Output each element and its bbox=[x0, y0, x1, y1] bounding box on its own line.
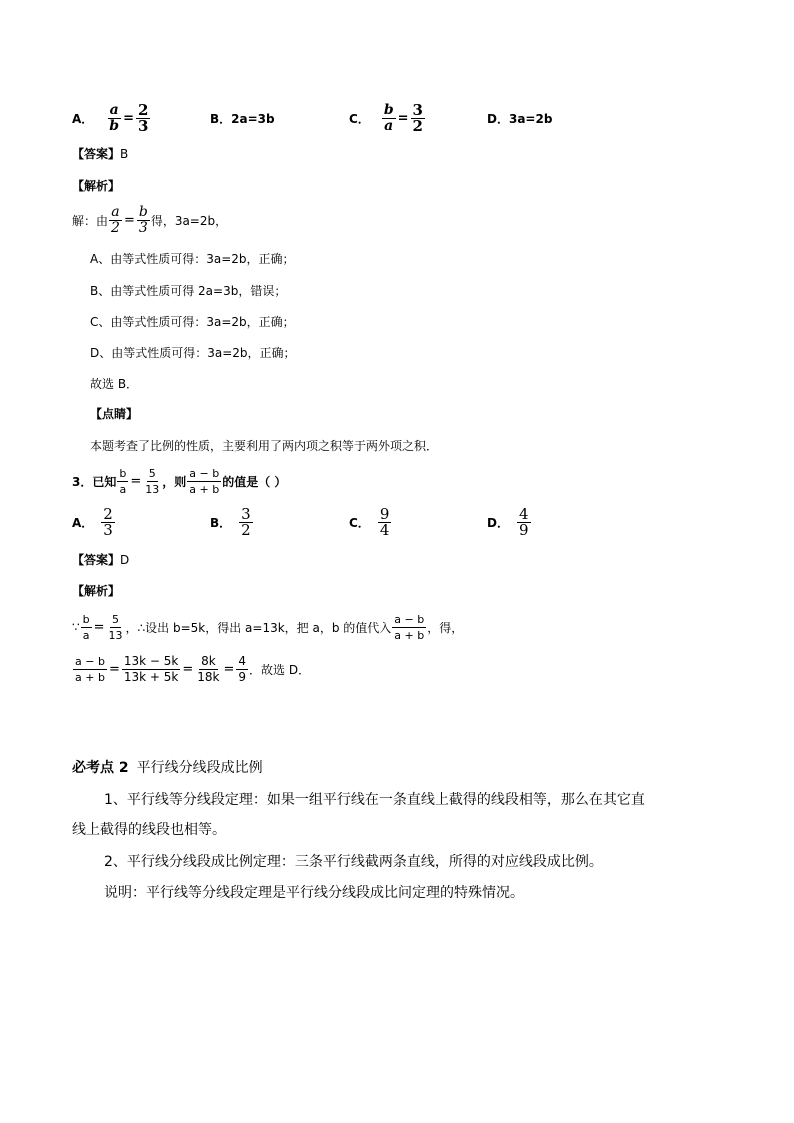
fraction bbox=[107, 103, 121, 134]
numerator: 5 bbox=[148, 466, 156, 480]
numerator: 2 bbox=[138, 100, 149, 119]
answer-label: 【答案】 bbox=[72, 147, 121, 161]
denominator: a + b bbox=[394, 628, 425, 642]
fraction bbox=[392, 612, 426, 643]
q2-option-b bbox=[210, 110, 275, 127]
equals-sign: = bbox=[130, 473, 142, 489]
section-title bbox=[72, 758, 263, 778]
numerator: b bbox=[119, 466, 127, 480]
option-label: B． bbox=[210, 515, 232, 530]
option-label: A． bbox=[72, 111, 94, 126]
q3-analysis-label: 【解析】 bbox=[72, 584, 121, 598]
q2-comment-text: 本题考查了比例的性质，主要利用了两内项之积等于两外项之积． bbox=[90, 439, 439, 453]
fraction bbox=[187, 466, 221, 497]
denominator: 3 bbox=[138, 116, 149, 135]
numerator: 9 bbox=[379, 504, 390, 523]
stem-prefix: 3．已知 bbox=[72, 474, 117, 489]
paragraph-1-line-1: 1、平行线等分线段定理：如果一组平行线在一条直线上截得的线段相等，那么在其它直 bbox=[104, 792, 645, 808]
fraction bbox=[137, 205, 150, 236]
option-label: A． bbox=[72, 515, 94, 530]
equals-sign: = bbox=[108, 661, 120, 677]
numerator: a − b bbox=[394, 612, 425, 626]
q2-analysis-label: 【解析】 bbox=[72, 179, 121, 193]
denominator: 2 bbox=[241, 520, 251, 539]
option-label: D． bbox=[487, 515, 509, 530]
fraction bbox=[517, 504, 531, 539]
q2-step-d: D、由等式性质可得：3a=2b，正确； bbox=[90, 346, 296, 360]
paragraph-1-line-2: 线上截得的线段也相等。 bbox=[72, 822, 226, 838]
equals-sign: = bbox=[397, 110, 409, 126]
solution-suffix: ．故选 D． bbox=[249, 662, 311, 677]
numerator: b bbox=[82, 612, 90, 626]
fraction bbox=[117, 466, 128, 497]
fraction bbox=[101, 504, 115, 539]
fraction bbox=[109, 205, 122, 236]
q3-option-d bbox=[487, 502, 532, 542]
equals-sign: = bbox=[123, 110, 134, 126]
equals-sign: = bbox=[123, 212, 135, 228]
section-heading: 平行线分线段成比例 bbox=[136, 760, 263, 776]
option-label: B． bbox=[210, 112, 232, 126]
q3-solution-line2 bbox=[72, 648, 310, 690]
q3-stem bbox=[72, 460, 286, 502]
fraction bbox=[73, 654, 107, 685]
numerator: 13k − 5k bbox=[123, 653, 179, 668]
numerator: 8k bbox=[201, 653, 216, 668]
fraction bbox=[239, 504, 253, 539]
option-label: C． bbox=[349, 515, 370, 530]
numerator: a bbox=[109, 101, 119, 118]
denominator: 13k + 5k bbox=[123, 669, 179, 684]
denominator: 3 bbox=[138, 219, 148, 236]
numerator: 2 bbox=[103, 504, 113, 523]
denominator: 4 bbox=[379, 520, 390, 539]
section-number: 必考点 2 bbox=[72, 760, 129, 776]
paragraph-2: 2、平行线分线段成比例定理：三条平行线截两条直线，所得的对应线段成比例。 bbox=[104, 854, 603, 870]
option-text: 3a=2b bbox=[508, 112, 553, 126]
fraction bbox=[107, 612, 125, 643]
q2-solution bbox=[72, 200, 227, 240]
numerator: 4 bbox=[518, 504, 529, 523]
denominator: 9 bbox=[238, 669, 247, 684]
equals-sign: = bbox=[182, 661, 194, 677]
paragraph-3: 说明：平行线等分线段定理是平行线分线段成比问定理的特殊情况。 bbox=[104, 885, 524, 901]
fraction bbox=[136, 100, 150, 135]
numerator: b bbox=[383, 101, 394, 118]
fraction bbox=[122, 654, 181, 685]
q2-option-c bbox=[349, 98, 426, 138]
solution-suffix: 得，3a=2b， bbox=[150, 213, 228, 228]
option-label: C． bbox=[349, 111, 370, 126]
q2-step-b: B、由等式性质可得 2a=3b，错误； bbox=[90, 284, 287, 298]
fraction bbox=[382, 103, 396, 134]
q2-step-c: C、由等式性质可得：3a=2b，正确； bbox=[90, 315, 295, 329]
denominator: a bbox=[119, 482, 127, 496]
option-text: 2a=3b bbox=[231, 112, 275, 126]
solution-text: ，∴设出 b=5k，得出 a=13k，把 a，b 的值代入 bbox=[125, 620, 392, 635]
numerator: 3 bbox=[241, 504, 251, 523]
q3-answer bbox=[72, 551, 129, 568]
fraction bbox=[81, 612, 92, 643]
denominator: a + b bbox=[189, 482, 220, 496]
numerator: b bbox=[138, 203, 148, 220]
q2-conclusion: 故选 B． bbox=[90, 377, 139, 391]
numerator: a − b bbox=[189, 466, 220, 480]
denominator: a + b bbox=[75, 670, 105, 684]
equals-sign: = bbox=[93, 619, 105, 635]
denominator: a bbox=[384, 117, 394, 134]
q2-answer bbox=[72, 145, 128, 162]
q2-option-a bbox=[72, 98, 151, 138]
numerator: a − b bbox=[75, 654, 105, 668]
fraction bbox=[236, 654, 248, 685]
denominator: b bbox=[109, 117, 120, 134]
numerator: a bbox=[111, 203, 120, 220]
solution-suffix: ，得， bbox=[427, 620, 464, 635]
denominator: 18k bbox=[197, 669, 220, 684]
denominator: a bbox=[82, 628, 90, 642]
fraction bbox=[143, 466, 161, 497]
q3-option-b bbox=[210, 502, 254, 542]
stem-suffix: 的值是（ ） bbox=[222, 474, 287, 489]
denominator: 13 bbox=[145, 482, 160, 496]
numerator: 3 bbox=[412, 100, 423, 119]
q2-comment-label: 【点睛】 bbox=[90, 407, 139, 421]
denominator: 9 bbox=[518, 520, 529, 539]
q3-solution-line1 bbox=[72, 606, 463, 648]
fraction bbox=[411, 100, 425, 135]
because-symbol: ∵ bbox=[72, 620, 80, 634]
stem-mid: ，则 bbox=[162, 474, 187, 489]
denominator: 3 bbox=[103, 520, 113, 539]
q3-option-a bbox=[72, 502, 116, 542]
q3-option-c bbox=[349, 502, 392, 542]
q2-step-a: A、由等式性质可得：3a=2b，正确； bbox=[90, 252, 295, 266]
denominator: 2 bbox=[111, 219, 120, 236]
answer-label: 【答案】 bbox=[72, 553, 121, 567]
fraction bbox=[378, 504, 392, 539]
solution-prefix: 解：由 bbox=[72, 213, 109, 228]
numerator: 4 bbox=[238, 653, 247, 668]
q2-option-d bbox=[487, 110, 552, 127]
option-label: D． bbox=[487, 112, 509, 126]
fraction bbox=[195, 654, 221, 685]
denominator: 13 bbox=[108, 628, 123, 642]
answer-value: D bbox=[120, 553, 130, 567]
numerator: 5 bbox=[112, 612, 120, 626]
answer-value: B bbox=[120, 147, 129, 161]
denominator: 2 bbox=[412, 116, 423, 135]
equals-sign: = bbox=[223, 661, 235, 677]
